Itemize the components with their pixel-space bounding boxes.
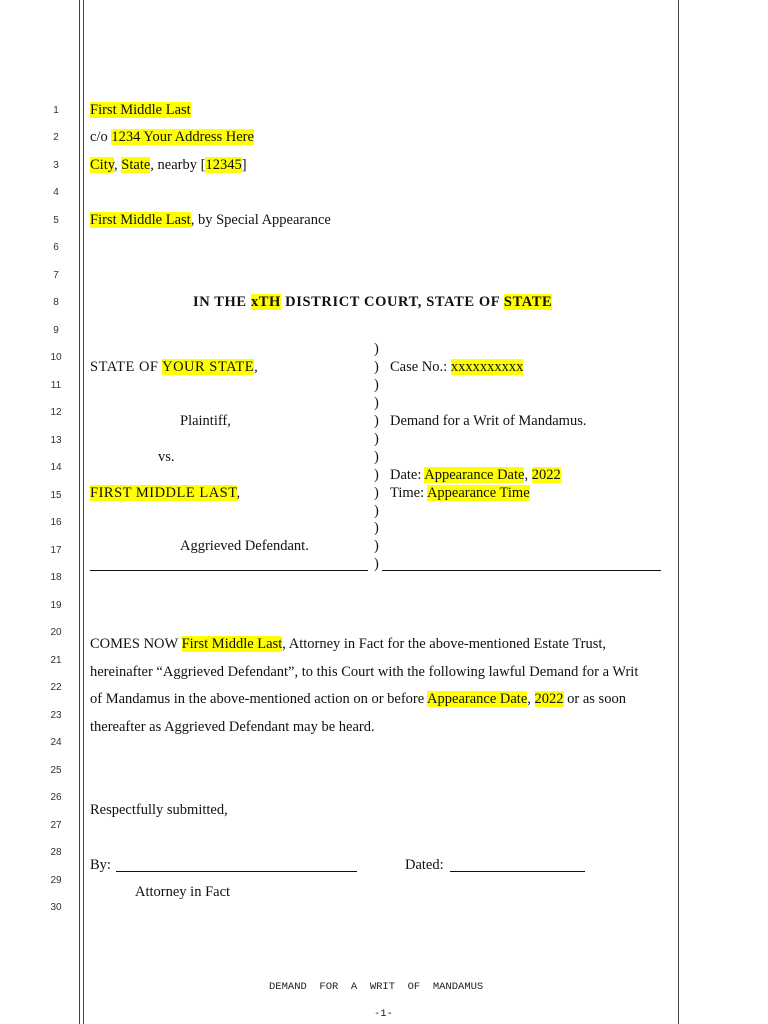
paren: )	[374, 485, 379, 501]
body-appearance-year: 2022	[534, 691, 564, 707]
appearance-name: First Middle Last	[90, 212, 191, 228]
city-separator: ,	[114, 157, 122, 173]
time-label: Time:	[390, 485, 427, 501]
plaintiff-state: YOUR STATE	[162, 359, 255, 375]
plaintiff-label: Plaintiff,	[180, 413, 231, 429]
line-number: 11	[50, 380, 62, 391]
body-line-4: thereafter as Aggrieved Defendant may be heard.	[90, 719, 375, 735]
line-number: 10	[50, 352, 62, 363]
left-margin-rule-outer	[79, 0, 80, 1024]
left-margin-rule-inner	[83, 0, 84, 1024]
case-label: Case No.:	[390, 359, 451, 375]
paren: )	[374, 538, 379, 554]
paren: )	[374, 359, 379, 375]
zip-value: 12345	[205, 157, 242, 173]
dated-label: Dated:	[405, 857, 444, 873]
address-prefix: c/o	[90, 129, 112, 145]
court-middle: DISTRICT COURT, STATE OF	[280, 294, 504, 310]
state-value: State	[121, 157, 151, 173]
line-number: 8	[53, 297, 59, 308]
body-line-3	[90, 690, 626, 708]
line-number: 7	[53, 270, 59, 281]
defendant-label: Aggrieved Defendant.	[180, 538, 309, 554]
city-value: City	[90, 157, 115, 173]
appearance-time: Appearance Time	[426, 485, 530, 501]
zip-close: ]	[241, 157, 247, 173]
body-prefix: COMES NOW	[90, 636, 182, 652]
line-number: 22	[50, 682, 62, 693]
closing: Respectfully submitted,	[90, 802, 228, 818]
court-title	[193, 293, 552, 311]
special-appearance-line	[90, 211, 331, 229]
appearance-date-line	[390, 466, 561, 484]
paren: )	[374, 467, 379, 483]
line-number: 23	[50, 710, 62, 721]
paren: )	[374, 503, 379, 519]
body-l3-prefix: of Mandamus in the above-mentioned action on or before	[90, 691, 428, 707]
city-line	[90, 156, 247, 174]
paren: )	[374, 520, 379, 536]
document-title: Demand for a Writ of Mandamus.	[390, 413, 587, 429]
line-number: 15	[50, 490, 62, 501]
paren: )	[374, 341, 379, 357]
paren: )	[374, 413, 379, 429]
line-number: 12	[50, 407, 62, 418]
right-margin-rule	[678, 0, 679, 1024]
paren: )	[374, 377, 379, 393]
by-label: By:	[90, 857, 111, 873]
line-number: 16	[50, 517, 62, 528]
paren: )	[374, 449, 379, 465]
nearby-text: , nearby [	[150, 157, 206, 173]
signer-role: Attorney in Fact	[135, 884, 231, 900]
line-number: 25	[50, 765, 62, 776]
paren: )	[374, 395, 379, 411]
signature-line	[116, 871, 357, 872]
body-l3-suffix: or as soon	[563, 691, 626, 707]
defendant-comma: ,	[236, 485, 241, 501]
appearance-year: 2022	[531, 467, 561, 483]
line-number: 6	[53, 242, 59, 253]
body-appearance-date: Appearance Date	[427, 691, 528, 707]
court-district: xTH	[250, 294, 281, 310]
line-number: 26	[50, 792, 62, 803]
body-name: First Middle Last	[181, 636, 283, 652]
line-number: 13	[50, 435, 62, 446]
line-number: 5	[53, 215, 59, 226]
author-name-line	[90, 101, 191, 119]
plaintiff-name	[90, 358, 258, 376]
line-number: 24	[50, 737, 62, 748]
date-line	[450, 871, 585, 872]
line-number: 3	[53, 160, 59, 171]
court-prefix: IN THE	[193, 294, 251, 310]
footer-title: DEMAND FOR A WRIT OF MANDAMUS	[269, 981, 484, 993]
appearance-time-line	[390, 484, 530, 502]
case-number-line	[390, 358, 523, 376]
caption-right-rule	[382, 570, 661, 571]
line-number: 21	[50, 655, 62, 666]
body-line-2: hereinafter “Aggrieved Defendant”, to this Court with the following lawful Demand for a Writ	[90, 664, 639, 680]
line-number: 30	[50, 902, 62, 913]
appearance-suffix: , by Special Appearance	[190, 212, 331, 228]
paren: )	[374, 431, 379, 447]
line-number: 1	[53, 105, 59, 116]
author-name: First Middle Last	[90, 102, 191, 118]
court-state: STATE	[503, 294, 553, 310]
line-number: 29	[50, 875, 62, 886]
case-number: xxxxxxxxxx	[450, 359, 524, 375]
body-line-1	[90, 635, 606, 653]
line-number: 2	[53, 132, 59, 143]
caption-left-rule	[90, 570, 368, 571]
line-number: 17	[50, 545, 62, 556]
line-number: 28	[50, 847, 62, 858]
date-separator: ,	[524, 467, 532, 483]
line-number: 9	[53, 325, 59, 336]
versus-label: vs.	[158, 449, 175, 465]
line-number: 19	[50, 600, 62, 611]
address-line	[90, 128, 254, 146]
plaintiff-prefix: STATE OF	[90, 359, 163, 375]
line-number: 20	[50, 627, 62, 638]
body-l3-sep: ,	[527, 691, 535, 707]
body-suffix: , Attorney in Fact for the above-mentioned Estate Trust,	[282, 636, 607, 652]
plaintiff-comma: ,	[254, 359, 259, 375]
defendant-name	[90, 484, 241, 502]
date-label: Date:	[390, 467, 425, 483]
line-number: 14	[50, 462, 62, 473]
line-number: 27	[50, 820, 62, 831]
defendant-name-value: FIRST MIDDLE LAST	[90, 485, 237, 501]
page-number: -1-	[374, 1008, 393, 1020]
paren: )	[374, 556, 379, 572]
appearance-date: Appearance Date	[424, 467, 525, 483]
line-number: 4	[53, 187, 59, 198]
address-value: 1234 Your Address Here	[111, 129, 254, 145]
line-number: 18	[50, 572, 62, 583]
